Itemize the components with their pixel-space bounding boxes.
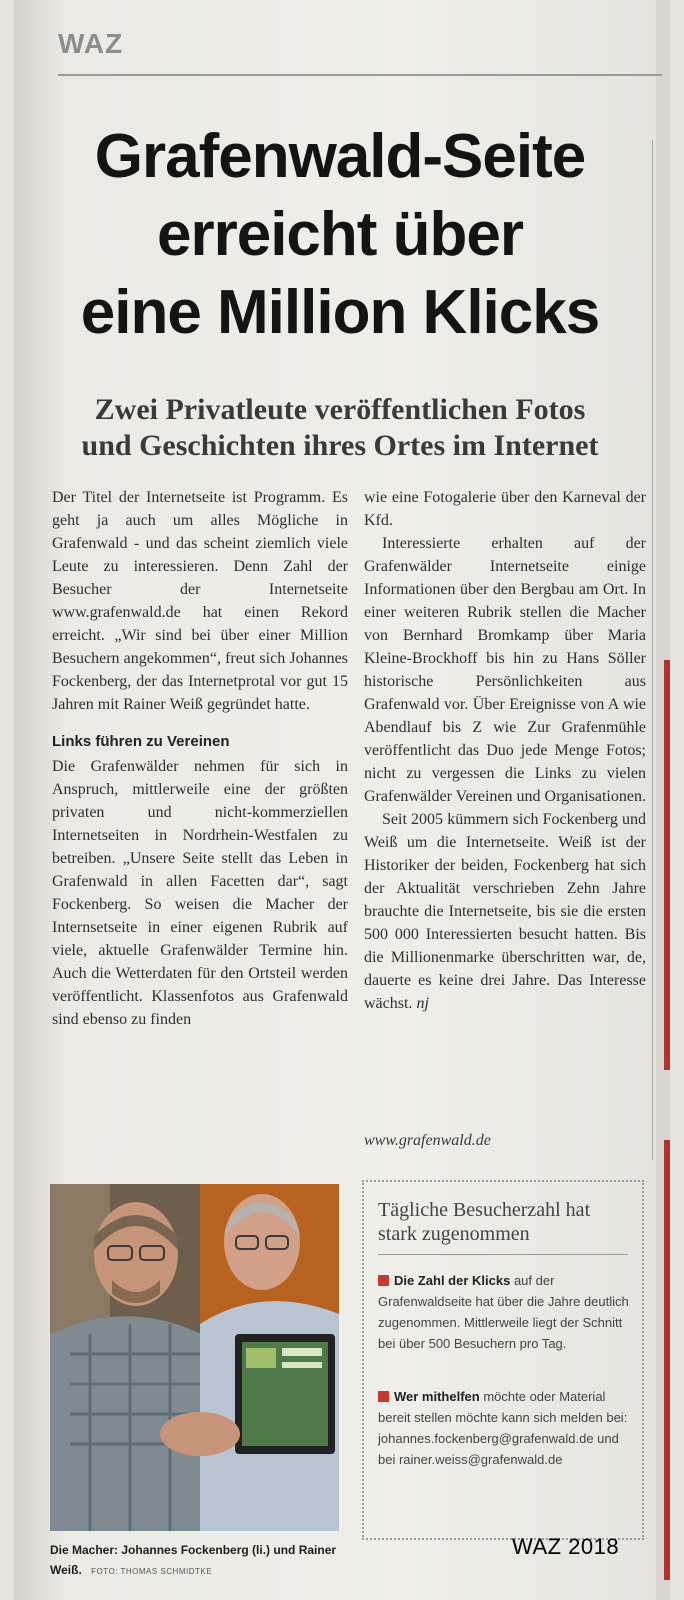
photo-illustration <box>50 1184 339 1531</box>
article-column-right <box>364 486 646 1015</box>
masthead: WAZ <box>58 28 124 59</box>
info-item-text: auf der Grafenwaldseite hat über die Jahre deutlich zugenommen. Mittlerweile liegt der Schnitt bei über 500 Besuchern pro Tag. <box>378 1273 629 1351</box>
photo-caption <box>50 1540 350 1582</box>
article-paragraph: wie eine Fotogalerie über den Karneval der Kfd. <box>364 489 646 529</box>
info-item-clicks <box>378 1270 630 1354</box>
adjacent-red-bar <box>664 1140 670 1580</box>
caption-text: Die Macher: Johannes Fockenberg (li.) und Rainer Weiß. <box>50 1543 337 1577</box>
subheadline-line-1: Zwei Privatleute veröffentlichen Fotos <box>94 393 586 426</box>
section-heading: Links führen zu Vereinen <box>52 733 230 750</box>
article-paragraph <box>364 808 646 1015</box>
source-stamp: WAZ 2018 <box>512 1534 620 1559</box>
column-rule <box>652 140 653 1160</box>
portrait-photo <box>50 1184 339 1531</box>
article-paragraph: Die Grafenwälder nehmen für sich in Anspruch, mittlerweile eine der größten privaten und nicht-kommerziellen Internetseiten in Nordrhein-Westfalen zu betreiben. „Unsere Seite stellt das Leben in Grafenwald in allen Facetten dar“, sagt Fockenberg. So weisen die Macher der Internsetseite in einer eigenen Rubrik auf viele, aktuelle Grafenwälder Termine hin. Auch die Wetterdaten für den Ortsteil werden veröffentlicht. Klassenfotos aus Grafenwald sind ebenso zu finden <box>52 758 348 1028</box>
subheadline <box>40 392 640 464</box>
headline <box>40 118 640 352</box>
adjacent-red-bar <box>664 660 670 1070</box>
red-square-icon <box>378 1275 389 1286</box>
headline-line-1: Grafenwald-Seite <box>94 122 586 191</box>
article-column-left <box>52 486 348 1031</box>
headline-line-2: erreicht über <box>156 200 524 269</box>
info-item-lead: Wer mithelfen <box>394 1389 480 1404</box>
info-item-contact <box>378 1386 630 1470</box>
info-item-text: möchte oder Material bereit stellen möchte kann sich melden bei: johannes.fockenberg@grafenwald.de und bei rainer.weiss@grafenwald.de <box>378 1389 628 1467</box>
article-paragraph: Interessierte erhalten auf der Grafenwälder Internetseite einige Informationen über den Bergbau am Ort. In einer weiteren Rubrik stellen die Macher von Bernhard Bromkamp über Maria Kleine-Brockhoff bis hin zu Hans Söller historische Persönlichkeiten aus Grafenwald vor. Über Ereignisse von A wie Abendlauf bis Z wie Zur Grafenmühle veröffentlicht das Duo jede Menge Fotos; nicht zu vergessen die Links zu vielen Grafenwälder Vereinen und Organisationen. <box>364 535 646 805</box>
photo-credit: FOTO: THOMAS SCHMIDTKE <box>91 1567 213 1576</box>
article-paragraph-text: Seit 2005 kümmern sich Fockenberg und Weiß um die Internetseite. Weiß ist der Historiker der beiden, Fockenberg hat sich der Aktualität verschrieben Zehn Jahre brauchte die Internetseite, bis sie die ersten 500 000 Interessierten besucht hatten. Bis die Millionenmarke überschritten war, de, dauerte es keine drei Jahre. Das Interesse wächst. <box>364 811 646 1012</box>
info-box <box>362 1180 644 1540</box>
adjacent-page-edge <box>656 0 670 1600</box>
red-square-icon <box>378 1391 389 1402</box>
info-box-rule <box>378 1254 628 1255</box>
author-initials: nj <box>416 995 429 1012</box>
article-paragraph: Der Titel der Internetseite ist Programm. Es geht ja auch um alles Mögliche in Grafenwald - und das scheint ziemlich viele Leute zu interessieren. Denn Zahl der Besucher der Internetseite www.grafenwald.de hat einen Rekord erreicht. „Wir sind bei über einer Million Besuchern angekommen“, freut sich Johannes Fockenberg, der das Internetprotal vor gut 15 Jahren mit Rainer Weiß gegründet hatte. <box>52 489 348 713</box>
info-item-lead: Die Zahl der Klicks <box>394 1273 511 1288</box>
info-box-title: Tägliche Besucherzahl hat stark zugenommen <box>378 1199 591 1245</box>
website-reference: www.grafenwald.de <box>364 1132 491 1149</box>
top-rule <box>58 74 662 76</box>
subheadline-line-2: und Geschichten ihres Ortes im Internet <box>81 429 599 462</box>
headline-line-3: eine Million Klicks <box>80 278 600 347</box>
